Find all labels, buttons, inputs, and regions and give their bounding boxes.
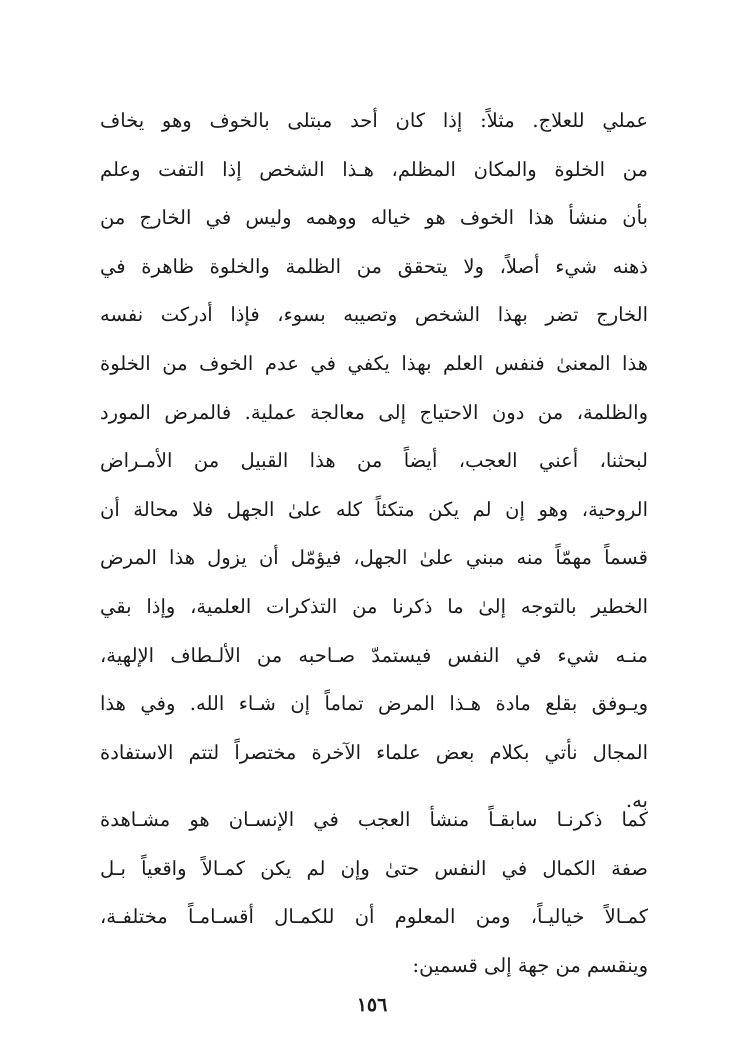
text-line: ويـوفق بقلع مادة هـذا المرض تماماً إن شـاء الله. وفي هذا (100, 692, 648, 716)
paragraph-2 (100, 796, 648, 990)
text-line: ذهنه شيء أصلاً، ولا يتحقق من الظلمة والخلوة ظاهرة في (100, 254, 648, 278)
text-line: والظلمة، من دون الاحتياج إلى معالجة عملية. فالمرض المورد (100, 400, 648, 424)
text-line: لبحثنا، أعني العجب، أيضاً من هذا القبيل من الأمـراض (100, 449, 648, 473)
text-line: من الخلوة والمكان المظلم، هـذا الشخص إذا التفت وعلم (100, 157, 648, 181)
text-line: كما ذكرنـا سابقـاً منشأ العجب في الإنسـان هو مشـاهدة (100, 808, 648, 831)
text-line: كمـالاً خياليـاً، ومن المعلوم أن للكمـال أقسـامـاً مختلفـة، (100, 905, 648, 929)
page-number: ١٥٦ (356, 994, 388, 1016)
text-line: المجال نأتي بكلام بعض علماء الآخرة مختصراً لتتم الاستفادة (100, 740, 648, 764)
text-line: الخطير بالتوجه إلىٰ ما ذكرنا من التذكرات العلمية، وإذا بقي (100, 594, 648, 618)
text-line: وينقسم من جهة إلى قسمين: (412, 953, 648, 977)
text-line: بأن منشأ هذا الخوف هو خياله ووهمه وليس في الخارج من (100, 206, 648, 230)
text-line: منـه شيء في النفس فيستمدّ صـاحبه من الألـطاف الإلهية، (100, 643, 648, 667)
text-line: هذا المعنىٰ فنفس العلم بهذا يكفي في عدم الخوف من الخلوة (100, 351, 648, 375)
text-line: عملي للعلاج. مثلاً: إذا كان أحد مبتلى بالخوف وهو يخاف (100, 109, 648, 132)
text-line: صفة الكمال في النفس حتىٰ وإن لم يكن كمـالاً واقعياً بـل (100, 856, 648, 880)
text-line: قسماً مهمّاً منه مبني علىٰ الجهل، فيؤمّل أن يزول هذا المرض (100, 546, 648, 570)
text-line: به. (625, 789, 648, 813)
text-line: الروحية، وهو إن لم يكن متكئاً كله علىٰ الجهل فلا محالة أن (100, 497, 648, 521)
text-line: الخارج تضر بهذا الشخص وتصيبه بسوء، فإذا أدركت نفسه (100, 303, 648, 327)
paragraph-1 (100, 97, 648, 826)
